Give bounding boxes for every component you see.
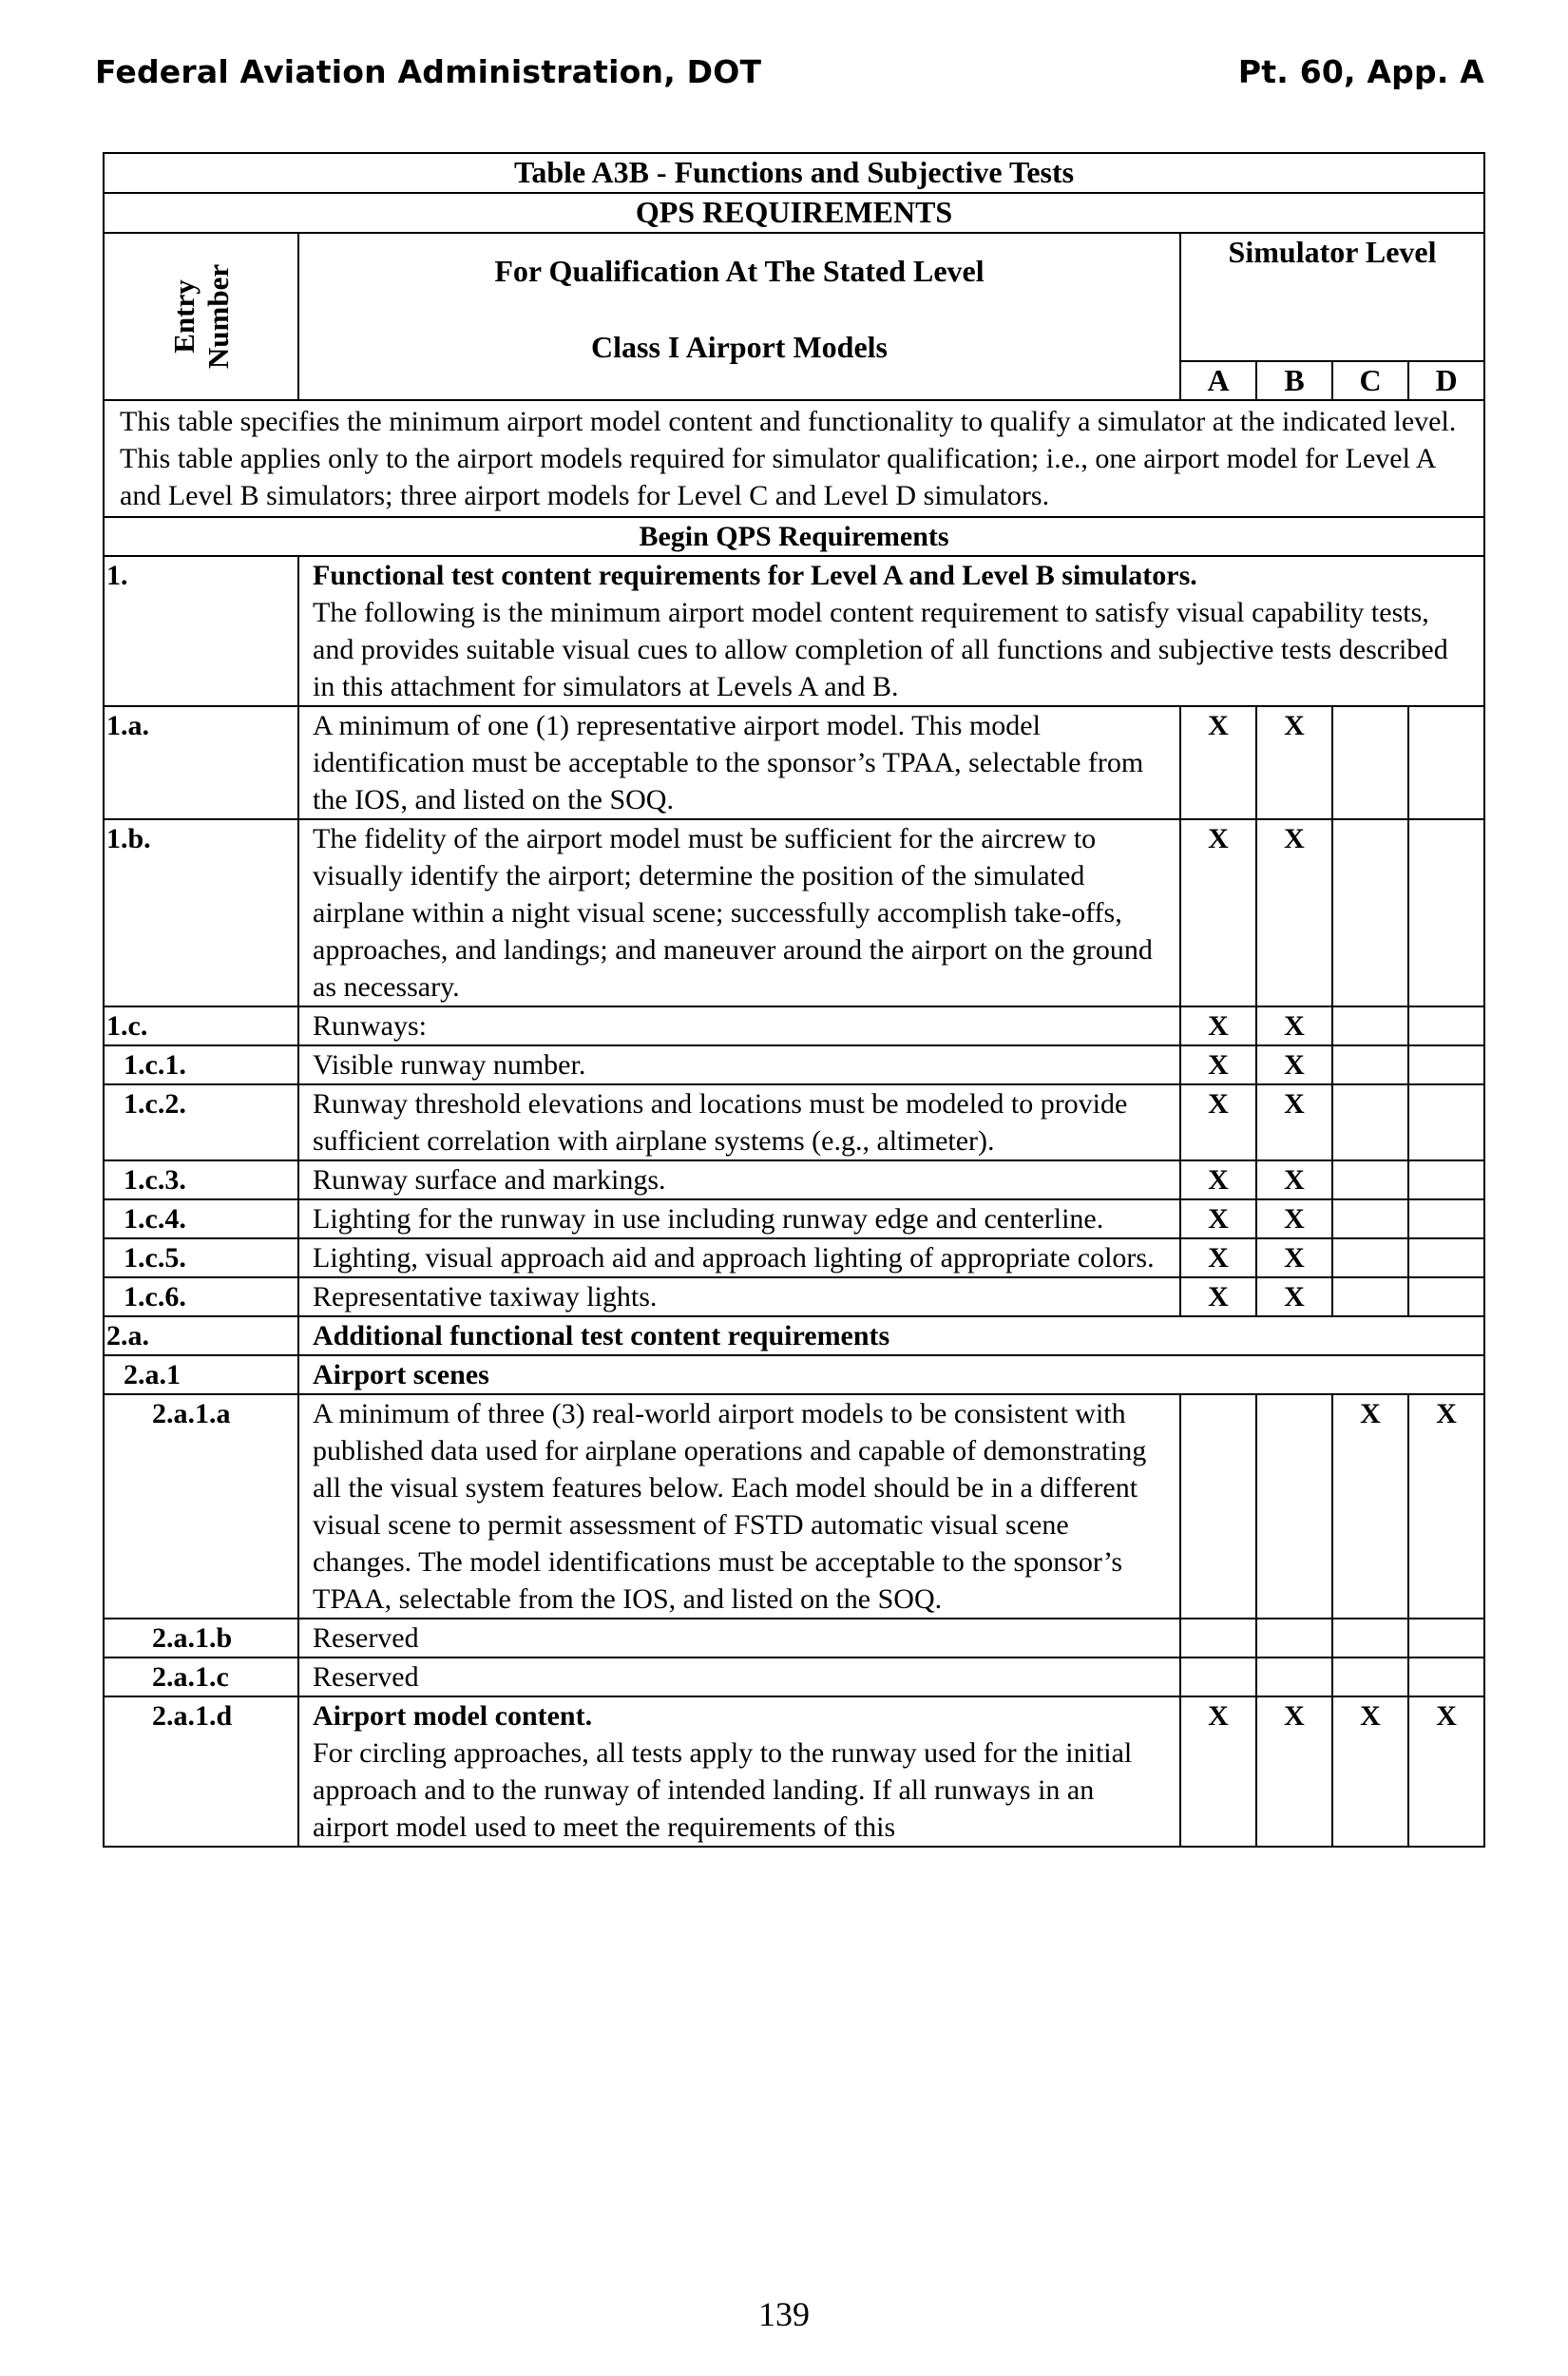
level-c-mark: [1332, 1657, 1408, 1696]
row-number: 1.b.: [104, 819, 298, 1006]
level-d-mark: [1408, 1619, 1484, 1657]
table-row: [104, 1160, 1484, 1199]
table-row: [104, 1619, 1484, 1657]
level-b-mark: X: [1256, 1160, 1332, 1199]
class-label: Class I Airport Models: [591, 330, 888, 364]
level-b-mark: [1256, 1619, 1332, 1657]
level-c-mark: [1332, 1238, 1408, 1277]
row-number: 2.a.1.d: [104, 1696, 298, 1847]
simulator-level-header: Simulator Level: [1180, 233, 1484, 361]
level-c-mark: [1332, 706, 1408, 819]
level-c-mark: [1332, 819, 1408, 1006]
row-title: Additional functional test content requirements: [298, 1316, 1484, 1355]
level-d-mark: [1408, 1160, 1484, 1199]
entry-header-line1: Entry: [166, 279, 201, 354]
row-title: Airport scenes: [298, 1355, 1484, 1394]
row-number: 2.a.1.a: [104, 1394, 298, 1619]
row-text: Runway threshold elevations and locations must be modeled to provide sufficient correlation with airplane systems (e.g., altimeter).: [298, 1084, 1180, 1160]
table-row: [104, 1045, 1484, 1084]
level-a-mark: X: [1180, 1696, 1256, 1847]
level-b-mark: [1256, 1394, 1332, 1619]
level-a-header: A: [1180, 361, 1256, 400]
level-b-mark: X: [1256, 706, 1332, 819]
row-number: 1.c.2.: [104, 1084, 298, 1160]
level-a-mark: [1180, 1619, 1256, 1657]
row-number: 1.c.5.: [104, 1238, 298, 1277]
row-number: 1.c.4.: [104, 1199, 298, 1238]
section-1-text: The following is the minimum airport model content requirement to satisfy visual capability tests, and provides suitable visual cues to allow completion of all functions and subjective tests described in this attachment for simulators at Levels A and B.: [313, 597, 1448, 702]
level-c-mark: [1332, 1277, 1408, 1316]
section-1-title: Functional test content requirements for Level A and Level B simulators.: [313, 560, 1197, 591]
level-d-mark: [1408, 1084, 1484, 1160]
level-d-header: D: [1408, 361, 1484, 400]
table-title: Table A3B - Functions and Subjective Tests: [104, 153, 1484, 193]
table-row: [104, 1277, 1484, 1316]
level-a-mark: [1180, 1657, 1256, 1696]
qualification-header: [298, 233, 1180, 400]
row-text: Lighting, visual approach aid and approach lighting of appropriate colors.: [298, 1238, 1180, 1277]
level-d-mark: [1408, 1045, 1484, 1084]
for-qualification-label: For Qualification At The Stated Level: [494, 254, 985, 288]
level-b-header: B: [1256, 361, 1332, 400]
row-number: 1.c.6.: [104, 1277, 298, 1316]
level-c-mark: [1332, 1619, 1408, 1657]
level-a-mark: X: [1180, 1238, 1256, 1277]
level-b-mark: X: [1256, 1696, 1332, 1847]
level-a-mark: X: [1180, 706, 1256, 819]
row-number: 2.a.1: [104, 1355, 298, 1394]
row-number: 2.a.1.b: [104, 1619, 298, 1657]
row-number: 2.a.: [104, 1316, 298, 1355]
level-b-mark: X: [1256, 1277, 1332, 1316]
level-b-mark: X: [1256, 1045, 1332, 1084]
level-a-mark: X: [1180, 1006, 1256, 1045]
level-b-mark: X: [1256, 1084, 1332, 1160]
row-number: 2.a.1.c: [104, 1657, 298, 1696]
level-b-mark: X: [1256, 1006, 1332, 1045]
running-header-right: Pt. 60, App. A: [1237, 53, 1484, 90]
level-c-mark: [1332, 1084, 1408, 1160]
level-d-mark: [1408, 1199, 1484, 1238]
table-row: [104, 1238, 1484, 1277]
row-text: Representative taxiway lights.: [298, 1277, 1180, 1316]
level-a-mark: X: [1180, 819, 1256, 1006]
table-row: [104, 1355, 1484, 1394]
level-a-mark: X: [1180, 1277, 1256, 1316]
row-text: Reserved: [298, 1657, 1180, 1696]
level-c-mark: [1332, 1006, 1408, 1045]
row-text: Runways:: [298, 1006, 1180, 1045]
table-row: [104, 1084, 1484, 1160]
section-1-number: 1.: [104, 556, 298, 706]
row-number: 1.a.: [104, 706, 298, 819]
entry-number-header: [104, 233, 298, 400]
level-a-mark: X: [1180, 1160, 1256, 1199]
row-text: Reserved: [298, 1619, 1180, 1657]
level-c-mark: X: [1332, 1696, 1408, 1847]
level-d-mark: [1408, 1657, 1484, 1696]
table-row: [104, 1657, 1484, 1696]
row-text: For circling approaches, all tests apply to the runway used for the initial approach and to the runway of intended landing. If all runways in an airport model used to meet the requirements of this: [313, 1737, 1133, 1843]
level-d-mark: [1408, 1006, 1484, 1045]
level-b-mark: X: [1256, 1199, 1332, 1238]
section-1-content: [298, 556, 1484, 706]
row-number: 1.c.1.: [104, 1045, 298, 1084]
table-row: [104, 1316, 1484, 1355]
running-header-left: Federal Aviation Administration, DOT: [95, 53, 762, 90]
level-c-header: C: [1332, 361, 1408, 400]
row-title: Airport model content.: [313, 1700, 593, 1732]
level-c-mark: [1332, 1199, 1408, 1238]
level-c-mark: X: [1332, 1394, 1408, 1619]
level-c-mark: [1332, 1045, 1408, 1084]
table-row: [104, 819, 1484, 1006]
row-text: Lighting for the runway in use including runway edge and centerline.: [298, 1199, 1180, 1238]
level-d-mark: [1408, 819, 1484, 1006]
table-row: [104, 706, 1484, 819]
table-subtitle: QPS REQUIREMENTS: [104, 193, 1484, 233]
level-c-mark: [1332, 1160, 1408, 1199]
page-number: 139: [758, 2295, 810, 2333]
level-d-mark: [1408, 1277, 1484, 1316]
level-a-mark: X: [1180, 1045, 1256, 1084]
qps-table: [103, 152, 1485, 1848]
entry-header-line2: Number: [201, 263, 235, 370]
level-a-mark: X: [1180, 1084, 1256, 1160]
level-d-mark: X: [1408, 1394, 1484, 1619]
level-a-mark: [1180, 1394, 1256, 1619]
table-row: [104, 1394, 1484, 1619]
table-row: [104, 1006, 1484, 1045]
row-text: A minimum of three (3) real-world airport models to be consistent with published data used for airplane operations and capable of demonstrating all the visual system features below. Each model should be in a different visual scene to permit assessment of FSTD automatic visual scene changes. The model identifications must be acceptable to the sponsor’s TPAA, selectable from the IOS, and listed on the SOQ.: [298, 1394, 1180, 1619]
table-row: [104, 1199, 1484, 1238]
level-a-mark: X: [1180, 1199, 1256, 1238]
begin-qps-label: Begin QPS Requirements: [104, 517, 1484, 556]
row-number: 1.c.: [104, 1006, 298, 1045]
row-text: Runway surface and markings.: [298, 1160, 1180, 1199]
level-d-mark: [1408, 1238, 1484, 1277]
level-b-mark: [1256, 1657, 1332, 1696]
level-d-mark: [1408, 706, 1484, 819]
table-intro: This table specifies the minimum airport model content and functionality to qualify a simulator at the indicated level. This table applies only to the airport models required for simulator qualification; i.e., one airport model for Level A and Level B simulators; three airport models for Level C and Level D simulators.: [104, 400, 1484, 517]
row-text: The fidelity of the airport model must be sufficient for the aircrew to visually identify the airport; determine the position of the simulated airplane within a night visual scene; successfully accomplish take-offs, approaches, and landings; and maneuver around the airport on the ground as necessary.: [298, 819, 1180, 1006]
level-d-mark: X: [1408, 1696, 1484, 1847]
row-text: A minimum of one (1) representative airport model. This model identification must be acceptable to the sponsor’s TPAA, selectable from the IOS, and listed on the SOQ.: [298, 706, 1180, 819]
level-b-mark: X: [1256, 1238, 1332, 1277]
level-b-mark: X: [1256, 819, 1332, 1006]
table-row: [104, 1696, 1484, 1847]
row-number: 1.c.3.: [104, 1160, 298, 1199]
row-text: Visible runway number.: [298, 1045, 1180, 1084]
row-content: [298, 1696, 1180, 1847]
